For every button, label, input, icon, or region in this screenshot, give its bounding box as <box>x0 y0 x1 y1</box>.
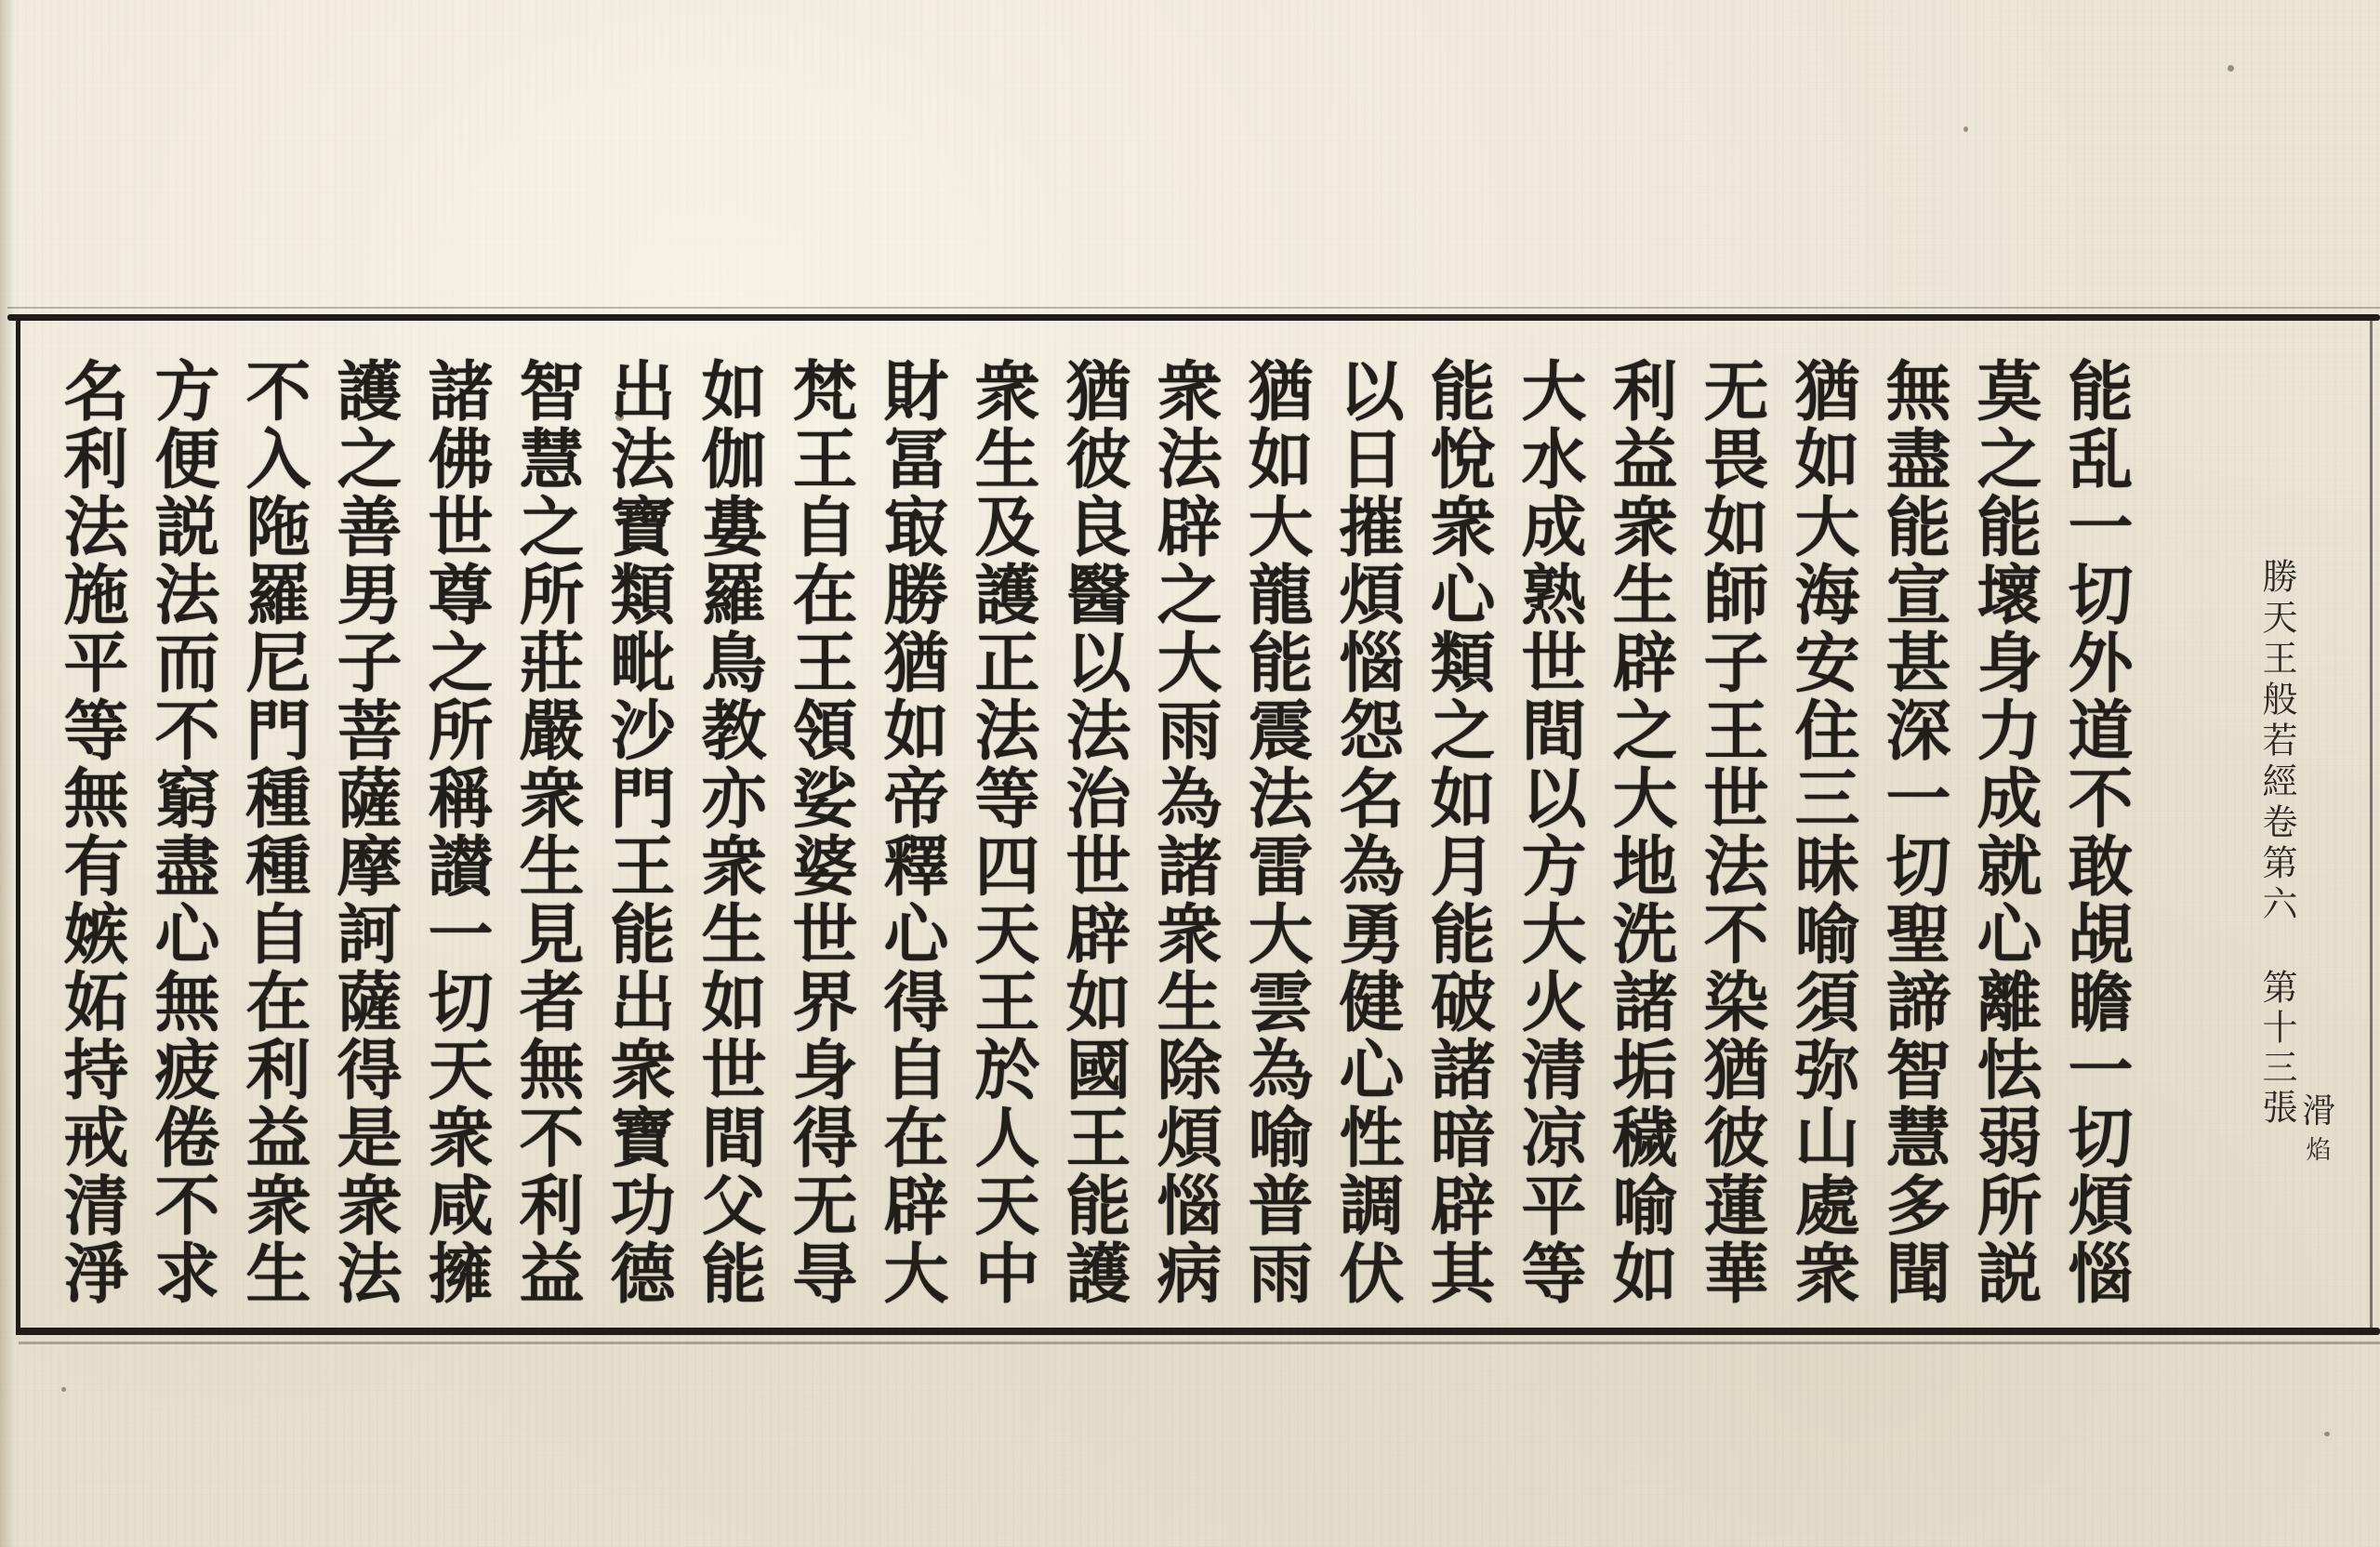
case-mark: 滑 <box>2301 1092 2335 1130</box>
text-column: 能乱一切外道不敢覘瞻一切煩惱 <box>2057 357 2135 1307</box>
text-column: 無盡能宣甚深一切聖諦智慧多聞 <box>1875 357 1952 1307</box>
text-column: 莫之能壞身力成就心離怯弱所説 <box>1966 357 2043 1307</box>
text-column: 无畏如師子王世法不染猶彼蓮華 <box>1693 357 1770 1307</box>
text-column: 名利法施平等無有嫉妬持戒清淨 <box>53 357 130 1307</box>
text-column: 梵王自在王領娑婆世界身得无㝵 <box>782 357 859 1307</box>
text-column: 出法寶類毗沙門王能出衆寶功德 <box>600 357 677 1307</box>
carver-mark: 焰 <box>2306 1136 2332 1165</box>
sheet-number: 第十三張 <box>2256 969 2297 1129</box>
text-column: 利益衆生辟之大地洗諸垢穢喻如 <box>1602 357 1679 1307</box>
margin-title: 勝天王般若經卷第六 <box>2256 558 2297 926</box>
paper-spot <box>2324 1432 2330 1436</box>
paper-spot <box>61 1387 66 1392</box>
text-column: 智慧之所莊嚴衆生見者無不利益 <box>509 357 586 1307</box>
page-edge <box>0 0 15 1547</box>
block-border-right <box>2370 314 2373 1335</box>
paper-spot <box>2228 65 2234 72</box>
text-column: 諸佛世尊之所稱讃一切天衆咸擁 <box>417 357 495 1307</box>
text-column: 猶如大龍能震法雷大雲為喻普雨 <box>1237 357 1315 1307</box>
text-column: 衆生及護正法等四天王於人天中 <box>964 357 1041 1307</box>
block-border-bottom-shadow <box>19 1342 2380 1344</box>
paper-spot <box>1964 126 1968 132</box>
block-border-left <box>16 314 20 1335</box>
text-column: 能悅衆心類之如月能破諸暗辟其 <box>1420 357 1497 1307</box>
text-column: 大水成熟世間以方大火清凉平等 <box>1511 357 1588 1307</box>
text-column: 以日摧煩惱怨名為勇健心性調伏 <box>1329 357 1406 1307</box>
block-border-top-shadow <box>7 307 2380 309</box>
text-column: 護之善男子菩薩摩訶薩得是衆法 <box>326 357 403 1307</box>
text-column: 衆法辟之大雨為諸衆生除煩惱病 <box>1146 357 1223 1307</box>
text-column: 如伽婁羅鳥教亦衆生如世間父能 <box>691 357 768 1307</box>
text-column: 猶彼良醫以法治世辟如國王能護 <box>1055 357 1132 1307</box>
sutra-text-block <box>53 357 2135 1315</box>
block-border-top <box>7 314 2380 321</box>
text-column: 方便説法而不窮盡心無疲倦不求 <box>144 357 221 1307</box>
block-border-bottom <box>19 1328 2380 1335</box>
text-column: 財冨㝡勝猶如帝釋心得自在辟大 <box>873 357 950 1307</box>
text-column: 不入陁羅尼門種種自在利益衆生 <box>235 357 312 1307</box>
text-column: 猶如大海安住三昧喻須弥山處衆 <box>1784 357 1861 1307</box>
